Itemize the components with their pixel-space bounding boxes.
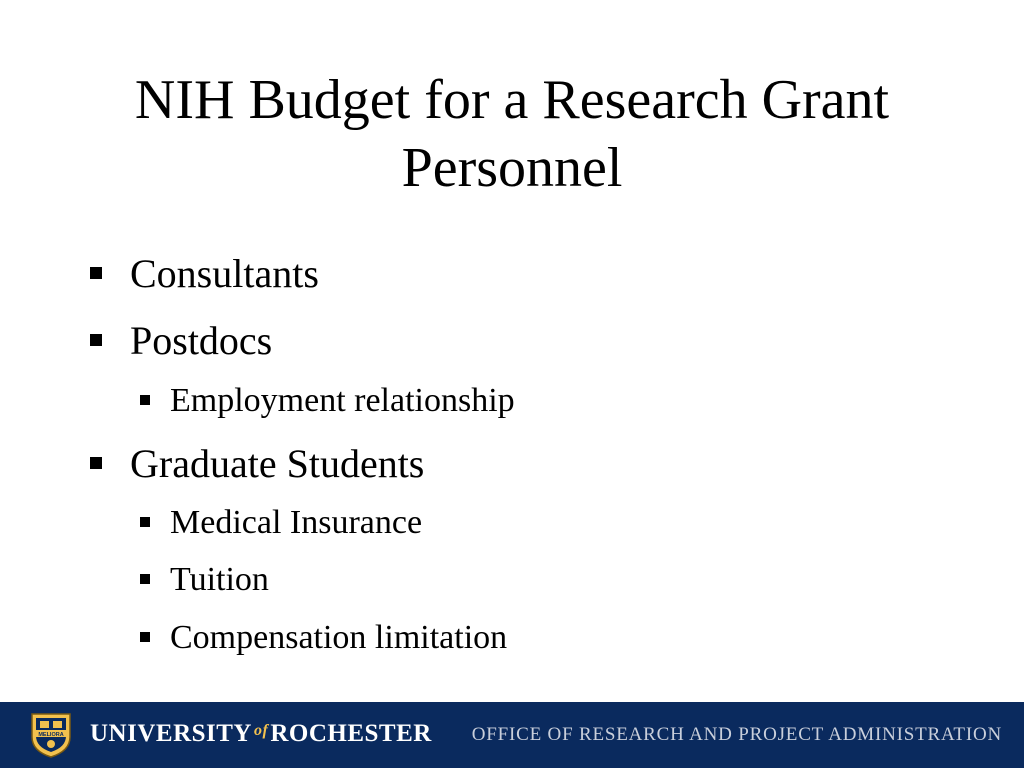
sub-bullet-text: Compensation limitation: [170, 619, 508, 656]
university-name-part2: ROCHESTER: [270, 720, 432, 747]
sub-bullet-text: Tuition: [170, 561, 269, 598]
office-name: OFFICE OF RESEARCH AND PROJECT ADMINISTRATION: [471, 724, 1002, 745]
university-name-part1: UNIVERSITY: [90, 720, 252, 747]
square-bullet-icon: [140, 574, 150, 584]
university-wordmark: [90, 719, 432, 752]
sub-bullet-item: [170, 560, 269, 600]
square-bullet-icon: [90, 457, 102, 469]
sub-bullet-item: [170, 503, 422, 543]
university-of: of: [253, 722, 269, 739]
sub-bullet-item: [170, 381, 515, 421]
square-bullet-icon: [140, 395, 150, 405]
square-bullet-icon: [90, 334, 102, 346]
bullet-item: [130, 250, 319, 298]
university-seal-icon: [26, 711, 76, 759]
square-bullet-icon: [90, 267, 102, 279]
square-bullet-icon: [140, 632, 150, 642]
slide-title-line-1: NIH Budget for a Research Grant: [134, 69, 890, 131]
sub-bullet-item: [170, 618, 507, 658]
bullet-item: [130, 317, 272, 365]
sub-bullet-text: Medical Insurance: [170, 504, 423, 541]
bullet-text: Consultants: [130, 251, 319, 296]
slide-title-line-2: Personnel: [401, 137, 623, 199]
footer-bar: [0, 702, 1024, 768]
bullet-text: Graduate Students: [130, 441, 425, 486]
sub-bullet-text: Employment relationship: [170, 382, 515, 419]
square-bullet-icon: [140, 517, 150, 527]
bullet-text: Postdocs: [130, 318, 273, 363]
bullet-item: [130, 440, 424, 488]
seal-motto: MELIORA: [38, 732, 64, 738]
